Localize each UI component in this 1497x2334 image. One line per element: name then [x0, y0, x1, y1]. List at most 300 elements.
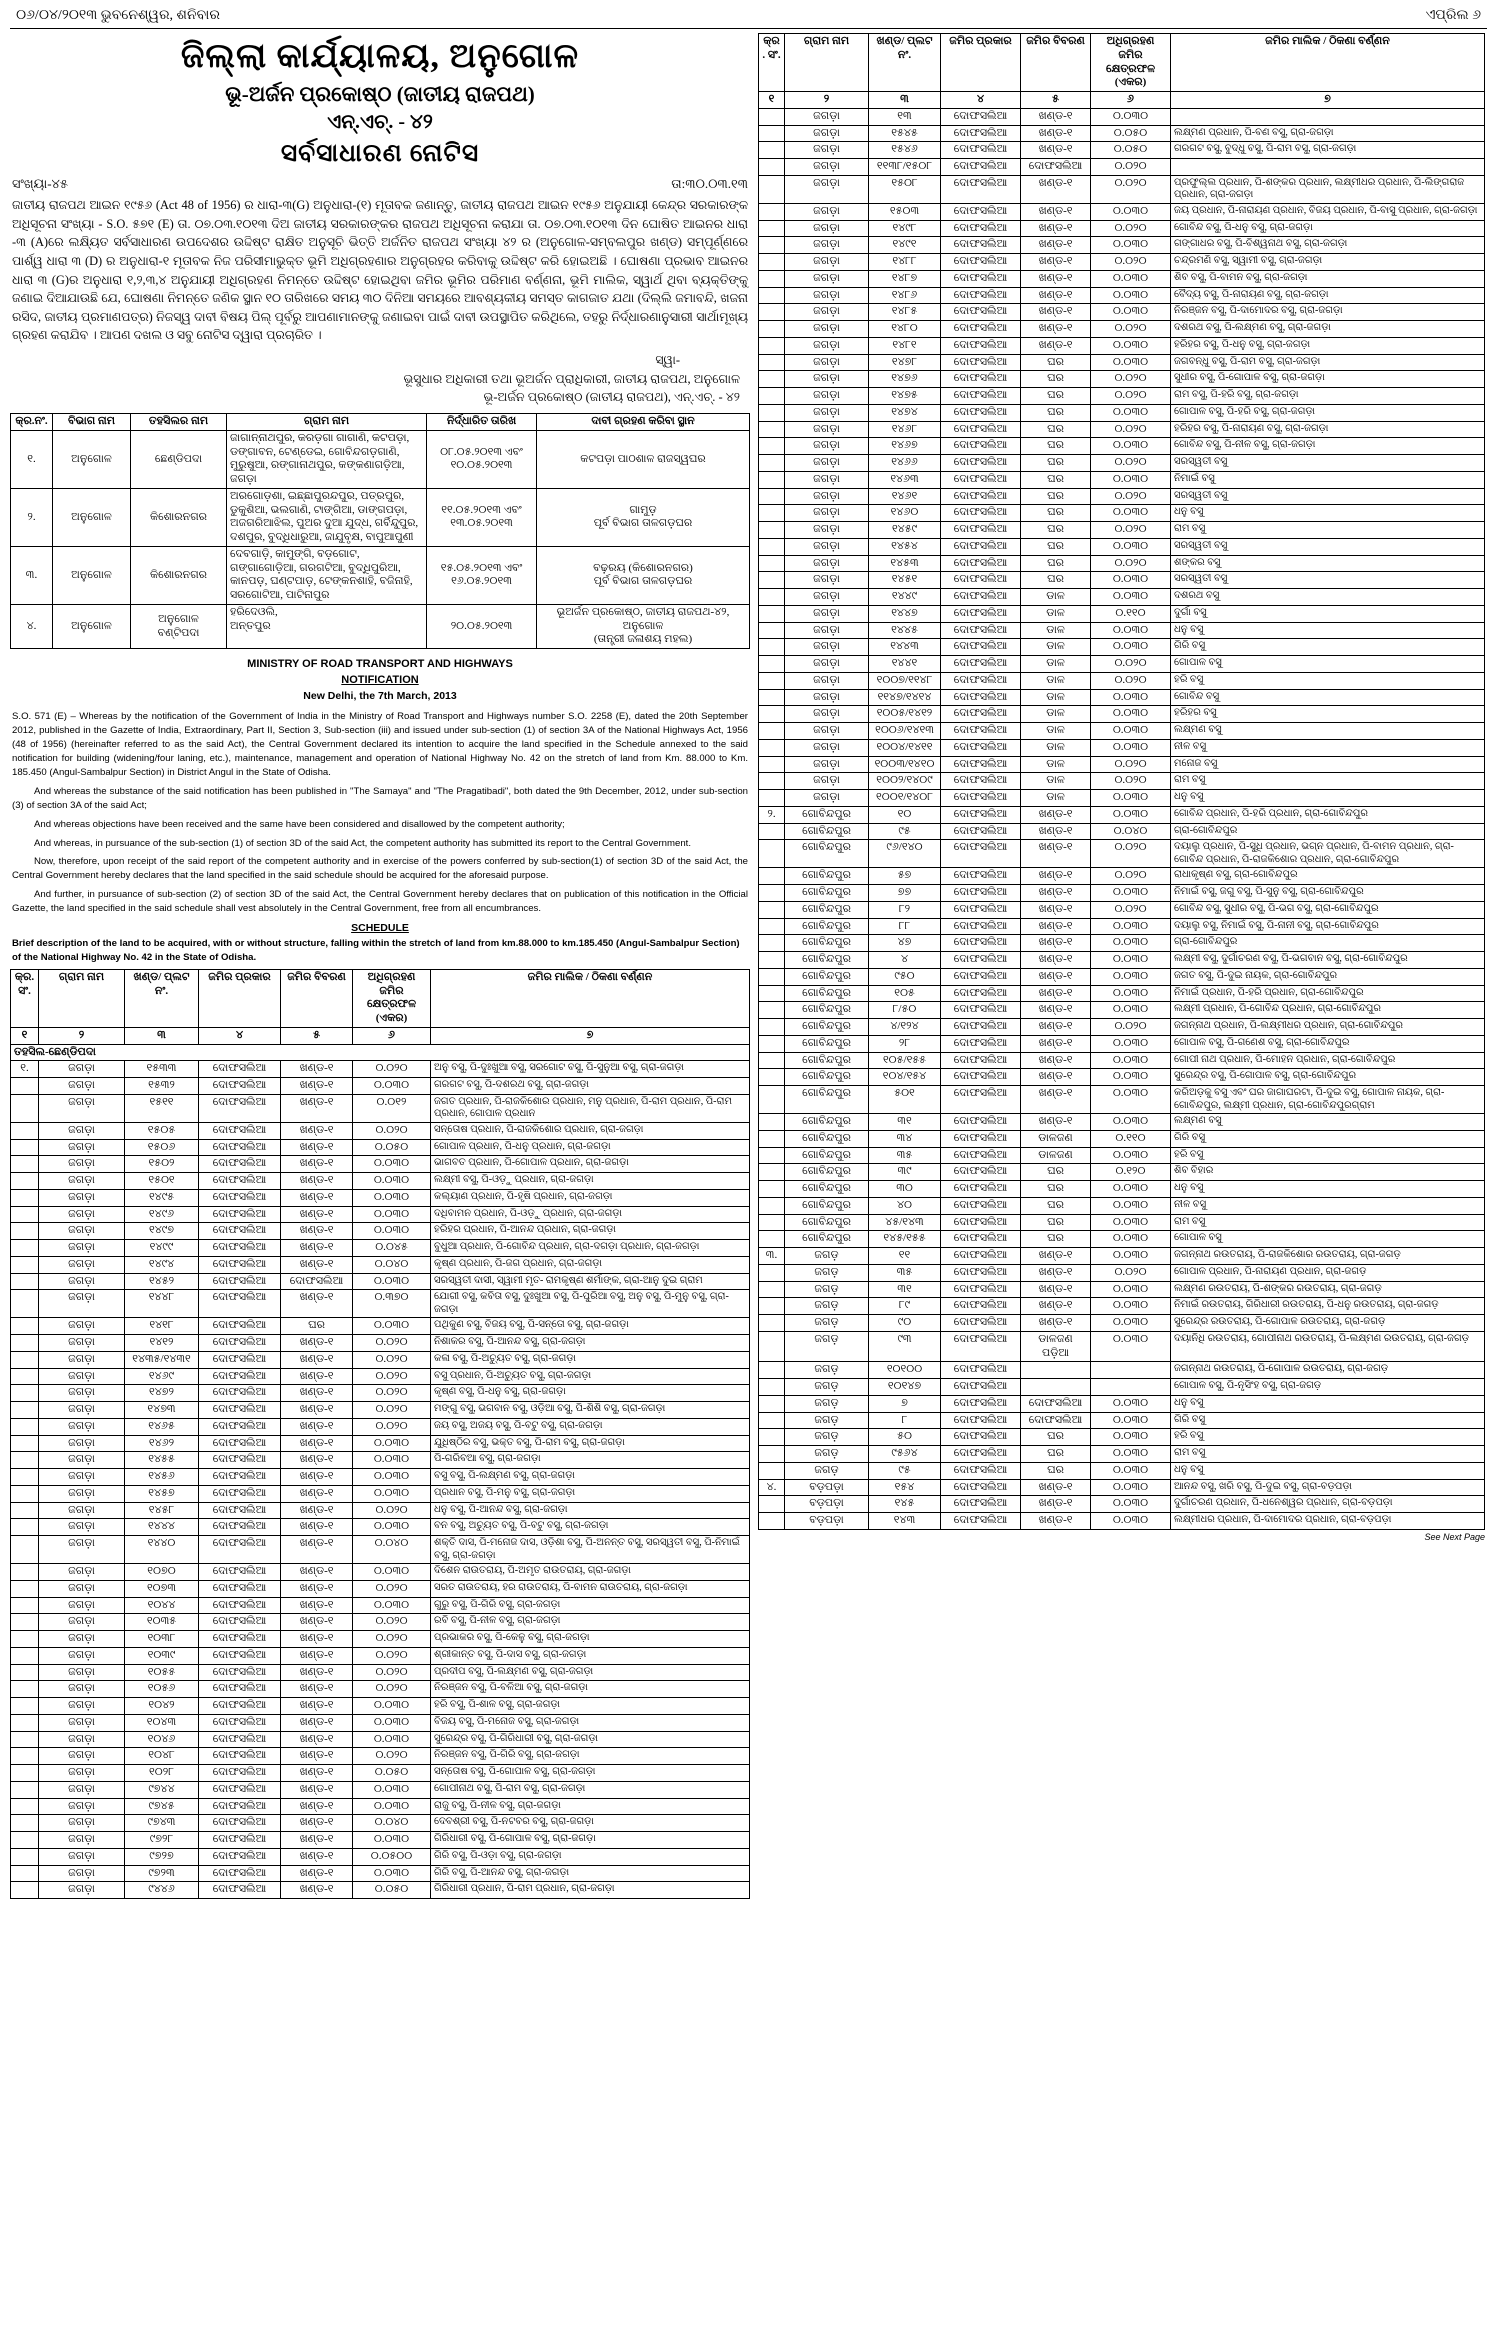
row-sl	[759, 522, 785, 539]
row-land-type: ଦୋଫସଲିଆ	[941, 270, 1021, 287]
row-owner: ରାମ ବସୁ, ପି-ହରି ବସୁ, ଗ୍ରା-ଜଗଡ଼ା	[1171, 388, 1485, 405]
row-land-type: ଦୋଫସଲିଆ	[199, 1681, 281, 1698]
row-land-type: ଦୋଫସଲିଆ	[941, 589, 1021, 606]
table-row	[759, 455, 1485, 472]
row-plot: ୧୪୭୫	[869, 388, 941, 405]
row-area: ୦.୦୩୦	[1091, 1147, 1171, 1164]
row-sl	[759, 1362, 785, 1379]
table-row	[759, 968, 1485, 985]
table-row	[759, 237, 1485, 254]
row-sl	[759, 1214, 785, 1231]
row-plot: ୧୪୪୮	[125, 1290, 199, 1318]
row-land-desc: ଦୋଫସଲିଆ	[1021, 1412, 1091, 1429]
row-area: ୦.୦୩୦	[1091, 337, 1171, 354]
table-row	[11, 1122, 750, 1139]
row-land-desc: ଘର	[1021, 421, 1091, 438]
row-village: ଜଗଡ଼ା	[785, 237, 869, 254]
row-land-type: ଦୋଫସଲିଆ	[941, 1052, 1021, 1069]
row-land-desc: ଖଣ୍ଡ-୧	[281, 1452, 353, 1469]
colnum-6: ୬	[353, 1027, 431, 1044]
row-area: ୦.୦୩୦	[1091, 1181, 1171, 1198]
village-district: ଅନୁଗୋଳ	[53, 430, 131, 488]
row-sl	[759, 723, 785, 740]
row-village: ଜଗଡ଼ା	[39, 1385, 125, 1402]
cell-title: ଭୂ-ଅର୍ଜନ ପ୍ରକୋଷ୍ଠ (ଜାତୀୟ ରାଜପଥ)	[225, 82, 535, 107]
row-land-desc: ଖଣ୍ଡ-୧	[281, 1156, 353, 1173]
row-owner	[1171, 159, 1485, 176]
notice-body: ଜାତୀୟ ରାଜପଥ ଆଇନ ୧୯୫୬ (Act 48 of 1956) ର ଧାରା-୩(G) ଅନୁଧାରା-(୧) ମୂତାବକ ଜଣାନ୍ତୁ, ଜାତୀୟ ରାଜପଥ ଆଇନ ୧୯୫୬ ଅନୁଯାୟୀ କେନ୍ଦ୍ର ସରକାରଙ୍କ ଅଧିସୂଚନା ସଂଖ୍ୟା - S.O. ୫୭୧ (E) ତା. ୦୭.୦୩.୧୦୧୩ ଦିଅ ଜାତୀୟ ସରକାରଙ୍କର ରାଜପଥ ଅଧିସୂଚନା କରାଯା ତା. ୦୭.୦୩.୧୦୧୩ ଦିନ ଘୋଷିତ ଆଇନର ଧାରା -୩ (A)ରେ ଲକ୍ଷ୍ୟିତ ସର୍ବସାଧାରଣ ଉପଦେଶର ଉଦ୍ଦିଷ୍ଟ ରାକ୍ଷିତ ଅନୁସୂଚି ଭିତ୍ତି ଅର୍ଜନିତ ରାଜପଥ ସଂଖ୍ୟା ୪୨ ର (ଅନୁଗୋଳ-ସମ୍ବଲପୁର ଖଣ୍ଡ) ସମ୍ପୂର୍ଣ୍ଣରେ ପାର୍ଶ୍ୱ ଧାରା ୩ (D) ର ଅନୁଧାରା-୧ ମୂତାବକ ନିଜ ପରିସୀମାଭୁକ୍ତ ଭୂମି ଅଧିଗ୍ରହଣାର ଅନୁଗ୍ରହର କରିବାକୁ ଉଦ୍ଦିଷ୍ଟ କରି ହୋଇଅଛି । ଘୋଷଣା ପ୍ରଭାବ ଆଇନର ଧାରା ୩ (G)ର ଅନୁଧାରା ୧,୨,୩,୪ ଅନୁଯାୟୀ ଅଧିଗ୍ରହଣ ନିମନ୍ତେ ଉଦ୍ଦିଷ୍ଟ ହୋଇଥିବା ଜମିର ଭୂମିର ପରିମାଣ ବର୍ଣ୍ଣନା, ଭୂମି ମାଲିକ, ସ୍ୱାର୍ଥ ଥିବା ବ୍ୟକ୍ତିଙ୍କୁ ଜଣାଇ ଦିଆଯାଉଛି ଯେ, ଘୋଷଣା ନିମନ୍ତେ ଜଣିକ ସ୍ଥାନ ୧୦ ତାରିଖରେ ସମୟ ୩୦ ଦିନିଆ ସମୟରେ ଆବଶ୍ୟକୀୟ ସମସ୍ତ କାଗଜାତ ଯଥା (ଦିଲ୍ଲି ଜମାବନ୍ଦି, ଖଜନା ରସିଦ, ଜାତୀୟ ପ୍ରମାଣପତ୍ର) ନିଜସ୍ୱ ଦାବୀ ବିଷୟ ପିଲ୍ ପୂର୍ବରୁ ଆପଣାମାନଙ୍କୁ ଜଣାଇବା ପାଇଁ ଦାବୀ ଉପସ୍ଥାପିତ କରିଥିଲେ, ତହରୁ ନିର୍ଦ୍ଧାରଣାନୁସାରୀ ସାର୍ଥାମୂଖ୍ୟ ଗ୍ରହଣ କରାଯିବ । ଆପଣ ଦଖଲ ଓ ସବୁ ନୋଟିସ ଦ୍ୱାରା ପ୍ରଚାରିତ ।	[12, 198, 748, 343]
row-owner: ହରିହର ପ୍ରଧାନ, ପି-ଆନନ୍ଦ ପ୍ରଧାନ, ଗ୍ରା-ଜଗଡ଼ା	[431, 1223, 750, 1240]
row-sl	[11, 1368, 39, 1385]
row-land-desc: ଖଣ୍ଡ-୧	[281, 1781, 353, 1798]
row-area: ୦.୦୨୦	[353, 1418, 431, 1435]
row-village: ଜଗଡ଼	[785, 1362, 869, 1379]
row-owner: ରାମ ବସୁ	[1171, 1214, 1485, 1231]
table-row	[759, 1331, 1485, 1362]
village-place: କଟପଡ଼ା ପାଠଶାଳ ରାଜସ୍ୱଘର	[537, 430, 750, 488]
village-tahasil: ଛେଣ୍ଡିପଦା	[131, 430, 227, 488]
row-land-type: ଦୋଫସଲିଆ	[941, 605, 1021, 622]
row-owner: ଦଶରଥ ବସୁ, ପି-ଲକ୍ଷ୍ମଣ ବସୁ, ଗ୍ରା-ଜଗଡ଼ା	[1171, 321, 1485, 338]
row-sl	[759, 203, 785, 220]
row-land-type: ଦୋଫସଲିଆ	[199, 1078, 281, 1095]
row-land-type: ଦୋଫସଲିଆ	[941, 354, 1021, 371]
row-owner: ନିରଞ୍ଜନ ବସୁ, ପି-ବଳିଆ ବସୁ, ଗ୍ରା-ଜଗଡ଼ା	[431, 1681, 750, 1698]
row-owner: ସରସ୍ୱତୀ ବସୁ	[1171, 488, 1485, 505]
row-area: ୦.୦୩୦	[353, 1564, 431, 1581]
row-sl: ୪.	[759, 1479, 785, 1496]
row-plot: ୩୯	[869, 1164, 941, 1181]
row-sl	[11, 1597, 39, 1614]
notification-para-4: And whereas, in pursuance of the sub-section (1) of section 3D of the said Act, the competent authority has submitted its report to the Central Government.	[34, 837, 691, 849]
village-place: ବଢ଼ରୟ (କିଶୋରନଗର) ପୂର୍ବ ବିଭାଗ ତାଳଗଡ଼ଘର	[537, 546, 750, 604]
table-row	[759, 790, 1485, 807]
table-row	[11, 1681, 750, 1698]
row-sl	[11, 1078, 39, 1095]
row-owner: ଗୋବିନ୍ଦ ବସୁ	[1171, 689, 1485, 706]
row-plot: ୧୪୫୩	[869, 555, 941, 572]
row-land-desc: ଖଣ୍ଡ-୧	[281, 1731, 353, 1748]
row-land-type: ଦୋଫସଲିଆ	[199, 1206, 281, 1223]
row-village: ଜଗଡ଼ା	[39, 1597, 125, 1614]
row-village: ଗୋବିନ୍ଦପୁର	[785, 885, 869, 902]
row-area: ୦.୦୨୦	[353, 1647, 431, 1664]
row-village: ବଡ଼ପଡ଼ା	[785, 1479, 869, 1496]
row-sl	[11, 1698, 39, 1715]
table-row	[759, 935, 1485, 952]
notice-header	[10, 33, 750, 170]
row-area: ୦.୦୩୦	[353, 1435, 431, 1452]
row-village: ଗୋବିନ୍ଦପୁର	[785, 806, 869, 823]
table-row	[759, 589, 1485, 606]
row-land-desc: ଖଣ୍ଡ-୧	[1021, 287, 1091, 304]
row-owner: ଲକ୍ଷ୍ମୀଧର ପ୍ରଧାନ, ପି-ଦାମୋଦର ପ୍ରଧାନ, ଗ୍ରା-ବଡ଼ପଡ଼ା	[1171, 1513, 1485, 1530]
row-area: ୦.୦୩୦	[1091, 1315, 1171, 1332]
table-row	[759, 985, 1485, 1002]
row-land-type: ଦୋଫସଲିଆ	[941, 1086, 1021, 1114]
row-land-type: ଦୋଫସଲିଆ	[941, 203, 1021, 220]
table-row	[759, 1362, 1485, 1379]
row-sl	[759, 656, 785, 673]
th-district: ବିଭାଗ ନାମ	[53, 414, 131, 431]
row-land-type: ଦୋଫସଲିଆ	[199, 1781, 281, 1798]
row-plot: ୧୪୯୯	[125, 1240, 199, 1257]
row-village: ଗୋବିନ୍ଦପୁର	[785, 823, 869, 840]
row-plot: ୯୭୨୭	[125, 1848, 199, 1865]
row-owner: ପ୍ରଭାକର ବସୁ, ପି-କେଳୁ ବସୁ, ଗ୍ରା-ଜଗଡ଼ା	[431, 1631, 750, 1648]
row-plot: ୧୦୧୪୭	[869, 1379, 941, 1396]
row-area: ୦.୦୨୦	[1091, 756, 1171, 773]
row-owner: ଦୟାଲୁ ପ୍ରଧାନ, ପି-ସୁଧି ପ୍ରଧାନ, ଭଗ୍ନ ପ୍ରଧାନ, ପି-ବାମନ ପ୍ରଧାନ, ଗ୍ରା-ଗୋବିନ୍ଦ ପ୍ରଧାନ, ପି-ରାଜକିଶୋର ପ୍ରଧାନ, ଗ୍ରା-ଗୋବିନ୍ଦପୁର	[1171, 840, 1485, 868]
row-plot: ୧୧୪୭/୧୪୧୪	[869, 689, 941, 706]
row-plot: ୩୫	[869, 1264, 941, 1281]
row-village: ଜଗଡ଼ା	[785, 790, 869, 807]
row-owner: ନିମାଇଁ ବସୁ, ଜଗୁ ବସୁ, ପି-ସୁନୁ ବସୁ, ଗ୍ରା-ଗୋବିନ୍ଦପୁର	[1171, 885, 1485, 902]
row-sl	[759, 918, 785, 935]
row-village: ଜଗଡ଼ା	[39, 1189, 125, 1206]
row-plot: ୭୭	[869, 885, 941, 902]
table-row	[759, 337, 1485, 354]
row-sl	[11, 1564, 39, 1581]
row-land-type: ଦୋଫସଲିଆ	[199, 1122, 281, 1139]
row-plot: ୧୪୯୭	[125, 1223, 199, 1240]
row-sl	[759, 337, 785, 354]
row-plot: ୧୦୫୬	[125, 1681, 199, 1698]
colnum-5: ୫	[1021, 92, 1091, 109]
row-land-type: ଦୋଫସଲିଆ	[941, 1197, 1021, 1214]
row-land-type: ଦୋଫସଲିଆ	[199, 1435, 281, 1452]
row-village: ଜଗଡ଼ା	[785, 254, 869, 271]
row-village: ଜଗଡ଼ା	[39, 1418, 125, 1435]
row-village: ଜଗଡ଼ା	[785, 572, 869, 589]
row-plot: ୯୭୨୮	[125, 1832, 199, 1849]
table-row	[759, 656, 1485, 673]
row-area: ୦.୦୨୦	[1091, 555, 1171, 572]
row-land-desc: ଘର	[1021, 371, 1091, 388]
table-row	[759, 488, 1485, 505]
row-area: ୦.୦୨୦	[1091, 371, 1171, 388]
th-area: ଅଧିଗ୍ରହଣ ଜମିର କ୍ଷେତ୍ରଫଳ (ଏକର)	[1091, 34, 1171, 92]
row-owner: ଧନୁ ବସୁ	[1171, 1181, 1485, 1198]
row-land-desc: ଘର	[1021, 1181, 1091, 1198]
row-sl	[759, 868, 785, 885]
colnum-7: ୭	[1171, 92, 1485, 109]
row-plot: ୮୮	[869, 918, 941, 935]
row-plot: ୧୪୫୯	[869, 522, 941, 539]
row-village: ଗୋବିନ୍ଦପୁର	[785, 935, 869, 952]
row-plot: ୧୫୦୩	[869, 203, 941, 220]
row-village: ଗୋବିନ୍ଦପୁର	[785, 1231, 869, 1248]
row-land-desc: ଖଣ୍ଡ-୧	[1021, 840, 1091, 868]
table-row	[11, 1781, 750, 1798]
row-village: ଜଗଡ଼	[785, 1462, 869, 1479]
row-plot: ୯୭୨୩	[125, 1865, 199, 1882]
row-village: ଜଗଡ଼ା	[785, 337, 869, 354]
table-row	[11, 1206, 750, 1223]
row-land-type: ଦୋଫସଲିଆ	[199, 1848, 281, 1865]
row-sl	[759, 304, 785, 321]
row-land-type: ଦୋଫସଲିଆ	[941, 622, 1021, 639]
row-village: ଗୋବିନ୍ଦପୁର	[785, 1147, 869, 1164]
table-row	[759, 108, 1485, 125]
row-plot: ୧୦୦୪/୧୪୧୧	[869, 739, 941, 756]
table-row	[759, 1114, 1485, 1131]
row-land-desc: ଖଣ୍ଡ-୧	[1021, 108, 1091, 125]
row-sl	[759, 1181, 785, 1198]
row-plot: ୧୪୫୮	[125, 1502, 199, 1519]
row-land-desc: ଘର	[1021, 522, 1091, 539]
row-plot: ୧୪୬୬	[869, 455, 941, 472]
row-land-desc: ଘର	[1021, 1214, 1091, 1231]
row-plot: ୧୪୬୦	[869, 505, 941, 522]
row-land-type: ଦୋଫସଲିଆ	[199, 1698, 281, 1715]
row-land-type: ଦୋଫସଲିଆ	[941, 739, 1021, 756]
row-plot: ୪୦	[869, 1197, 941, 1214]
row-owner: କଲ୍ୟାଣ ପ୍ରଧାନ, ପି-ହୃଷି ପ୍ରଧାନ, ଗ୍ରା-ଜଗଡ଼ା	[431, 1189, 750, 1206]
row-owner: କଳା ବସୁ, ପି-ଅଚ୍ୟୁତ ବସୁ, ଗ୍ରା-ଜଗଡ଼ା	[431, 1351, 750, 1368]
table-row	[11, 1614, 750, 1631]
row-land-desc: ଖଣ୍ଡ-୧	[281, 1815, 353, 1832]
schedule-colnum-row-right	[759, 92, 1485, 109]
row-plot: ୯୫	[869, 823, 941, 840]
row-owner: ଦିଶେନ ରାଉତରାୟ, ପି-ଅମୃତ ରାଉତରାୟ, ଗ୍ରା-ଜଗଡ଼ା	[431, 1564, 750, 1581]
table-row	[759, 885, 1485, 902]
table-row	[11, 1519, 750, 1536]
row-owner: ପଥିକୁଣ ବସୁ, ବିଜୟ ବସୁ, ପି-ସନ୍ତୋ ବସୁ, ଗ୍ରା-ଜଗଡ଼ା	[431, 1318, 750, 1335]
row-land-desc: ଡାଳ	[1021, 589, 1091, 606]
row-plot: ୧୪୫୪	[869, 538, 941, 555]
row-village: ଗୋବିନ୍ଦପୁର	[785, 1052, 869, 1069]
table-row	[11, 1418, 750, 1435]
row-plot: ୧୦୪୩	[125, 1714, 199, 1731]
row-owner: ଗୋବିନ୍ଦ ପ୍ରଧାନ, ପି-ହରି ପ୍ରଧାନ, ଗ୍ରା-ଗୋବିନ୍ଦପୁର	[1171, 806, 1485, 823]
row-sl	[759, 572, 785, 589]
row-sl	[759, 471, 785, 488]
row-area: ୦.୦୩୦	[353, 1865, 431, 1882]
table-row	[759, 1298, 1485, 1315]
row-land-desc: ଖଣ୍ଡ-୧	[281, 1848, 353, 1865]
row-sl	[759, 354, 785, 371]
table-row	[759, 952, 1485, 969]
row-area: ୦.୦୩୦	[1091, 1298, 1171, 1315]
row-owner: ରାମ ବସୁ	[1171, 522, 1485, 539]
colnum-3: ୩	[125, 1027, 199, 1044]
row-plot: ୭	[869, 1395, 941, 1412]
row-area: ୦.୦୩୦	[353, 1731, 431, 1748]
row-land-type: ଦୋଫସଲିଆ	[941, 1214, 1021, 1231]
row-land-type: ଦୋଫସଲିଆ	[199, 1156, 281, 1173]
row-village: ଗୋବିନ୍ଦପୁର	[785, 901, 869, 918]
row-plot: ୧୪୪୧	[869, 656, 941, 673]
row-land-desc: ଖଣ୍ଡ-୧	[1021, 1019, 1091, 1036]
row-owner: ଦୟାନିଧି ରଉତରାୟ, ଗୋପୀନାଥ ରଉତରାୟ, ପି-ଲକ୍ଷ୍ମଣ ରଉତରାୟ, ଗ୍ରା-ଜଗଡ଼	[1171, 1331, 1485, 1362]
row-area: ୦.୦୩୦	[1091, 505, 1171, 522]
row-area: ୦.୦୫୦୦	[353, 1848, 431, 1865]
table-row	[759, 1164, 1485, 1181]
row-village: ଜଗଡ଼ା	[785, 605, 869, 622]
row-land-type: ଦୋଫସଲିଆ	[199, 1173, 281, 1190]
row-land-desc: ଖଣ୍ଡ-୧	[281, 1435, 353, 1452]
row-area: ୦.୦୨୦	[353, 1368, 431, 1385]
row-village: ଗୋବିନ୍ଦପୁର	[785, 985, 869, 1002]
row-sl	[759, 1035, 785, 1052]
table-row	[759, 421, 1485, 438]
ministry-name: MINISTRY OF ROAD TRANSPORT AND HIGHWAYS	[247, 658, 513, 671]
table-row	[11, 1664, 750, 1681]
row-area: ୦.୦୩୦	[1091, 287, 1171, 304]
row-land-desc: ଖଣ୍ଡ-୧	[281, 1240, 353, 1257]
row-plot: ୧୦୦୫/୧୪୧୨	[869, 706, 941, 723]
row-village: ଜଗଡ଼ା	[785, 538, 869, 555]
row-village: ଜଗଡ଼ା	[785, 723, 869, 740]
row-owner: ନିମାଇଁ ରଉତରାୟ, ଗିରିଧାରୀ ରଉତରାୟ, ପି-ଧନୁ ରଉତରାୟ, ଗ୍ରା-ଜଗଡ଼	[1171, 1298, 1485, 1315]
row-area: ୦.୦୨୦	[353, 1385, 431, 1402]
row-owner: ଜଗବନ୍ଧୁ ବସୁ, ପି-ରାମ ବସୁ, ଗ୍ରା-ଜଗଡ଼ା	[1171, 354, 1485, 371]
row-area: ୦.୦୩୦	[1091, 237, 1171, 254]
row-area: ୦.୦୧୨	[353, 1094, 431, 1122]
row-land-desc: ଖଣ୍ଡ-୧	[281, 1173, 353, 1190]
row-plot: ୧୪୫୫	[125, 1452, 199, 1469]
village-tahasil: ଅନୁଗୋଳ ବଣ୍ଟିପଦା	[131, 604, 227, 648]
row-village: ଜଗଡ଼ା	[785, 108, 869, 125]
row-land-type: ଦୋଫସଲିଆ	[941, 823, 1021, 840]
row-area: ୦.୦୪୫	[353, 1240, 431, 1257]
row-owner: ଚନ୍ଦ୍ରମଣି ବସୁ, ସ୍ୱାମୀ ବସୁ, ଗ୍ରା-ଜଗଡ଼ା	[1171, 254, 1485, 271]
row-village: ଜଗଡ଼ା	[39, 1173, 125, 1190]
row-area: ୦.୦୨୦	[1091, 1264, 1171, 1281]
table-row	[759, 918, 1485, 935]
table-row	[759, 270, 1485, 287]
row-village: ଜଗଡ଼ା	[39, 1698, 125, 1715]
row-sl	[759, 1197, 785, 1214]
row-sl	[759, 1086, 785, 1114]
table-row	[11, 1714, 750, 1731]
row-owner: ବିଜୟ ବସୁ, ପି-ମନୋଜ ବସୁ, ଗ୍ରା-ଜଗଡ଼ା	[431, 1714, 750, 1731]
row-village: ଜଗଡ଼ା	[39, 1335, 125, 1352]
row-village: ଜଗଡ଼ା	[785, 421, 869, 438]
row-plot: ୧୫୦୧	[125, 1173, 199, 1190]
row-plot: ୧୦୪୬	[125, 1731, 199, 1748]
row-area: ୦.୦୩୦	[1091, 1035, 1171, 1052]
row-area: ୦.୦୨୦	[1091, 901, 1171, 918]
row-land-type: ଦୋଫସଲିଆ	[941, 1362, 1021, 1379]
row-sl	[759, 1281, 785, 1298]
row-area: ୦.୦୩୦	[1091, 723, 1171, 740]
row-land-desc: ଘର	[281, 1318, 353, 1335]
reference-line	[12, 176, 748, 192]
row-plot: ୧୦୩୯	[125, 1647, 199, 1664]
village-place: ଭୂଅର୍ଜନ ପ୍ରକୋଷ୍ଠ, ଜାତୀୟ ରାଜପଥ-୪୨, ଅନୁଗୋଳ (ତାନ୍ତ୍ରୀ ଜଳାଶୟ ମହଲ)	[537, 604, 750, 648]
table-row	[759, 438, 1485, 455]
row-sl	[759, 589, 785, 606]
row-land-desc: ଖଣ୍ଡ-୧	[1021, 1086, 1091, 1114]
row-sl	[759, 823, 785, 840]
row-sl	[759, 142, 785, 159]
row-owner: ଲକ୍ଷ୍ମୀ ପ୍ରଧାନ, ପି-ଗୋବିନ୍ଦ ପ୍ରଧାନ, ଗ୍ରା-ଗୋବିନ୍ଦପୁର	[1171, 1002, 1485, 1019]
row-land-type: ଦୋଫସଲିଆ	[941, 404, 1021, 421]
row-land-type: ଦୋଫସଲିଆ	[941, 572, 1021, 589]
table-row	[759, 220, 1485, 237]
table-row	[11, 1698, 750, 1715]
row-plot: ୧୦୭୩	[125, 1580, 199, 1597]
row-owner: ଲକ୍ଷ୍ମଣ ବସୁ	[1171, 723, 1485, 740]
row-area: ୦.୦୪୦	[353, 1536, 431, 1564]
row-sl	[11, 1714, 39, 1731]
row-land-type: ଦୋଫସଲିଆ	[941, 790, 1021, 807]
row-owner: କୃଷ୍ଣ ପ୍ରଧାନ, ପି-ଜଗ ପ୍ରଧାନ, ଗ୍ରା-ଜଗଡ଼ା	[431, 1256, 750, 1273]
table-row	[759, 1395, 1485, 1412]
row-area: ୦.୦୩୦	[353, 1223, 431, 1240]
table-row	[759, 1002, 1485, 1019]
row-land-desc: ଖଣ୍ଡ-୧	[1021, 901, 1091, 918]
row-land-desc: ଖଣ୍ଡ-୧	[1021, 142, 1091, 159]
row-village: ଜଗଡ଼ା	[39, 1078, 125, 1095]
row-plot: ୧୪୪୫	[869, 622, 941, 639]
row-land-desc: ଖଣ୍ଡ-୧	[1021, 270, 1091, 287]
th-sl: କ୍ର. ସଂ.	[11, 969, 39, 1027]
row-land-desc: ଖଣ୍ଡ-୧	[281, 1469, 353, 1486]
village-names: ଦେବଗାଡ଼ି, କାମୁଙ୍ଗି, ବଡ଼ଗୋଟ, ଗଙ୍ଗାଗୋଡ଼ିଆ, ଗରଗଟିଆ, ବୁଦ୍ଧିପୁରିଆ, କାନପଡ଼, ଘଣ୍ଟପାଡ଼, ଟେଙ୍କନଶାହି, ବଜିନାହି, ସରଗୋଟିଆ, ପାଟିନାପୁର	[227, 546, 427, 604]
row-land-type: ଦୋଫସଲିଆ	[941, 672, 1021, 689]
row-land-type: ଦୋଫସଲିଆ	[199, 1798, 281, 1815]
row-owner: ରବି ବସୁ, ପି-ନୀଳ ବସୁ, ଗ୍ରା-ଜଗଡ଼ା	[431, 1614, 750, 1631]
row-land-desc: ଡାଳ	[1021, 656, 1091, 673]
row-land-type: ଦୋଫସଲିଆ	[941, 840, 1021, 868]
row-owner: ଧନୁ ବସୁ, ପି-ଆନନ୍ଦ ବସୁ, ଗ୍ରା-ଜଗଡ଼ା	[431, 1502, 750, 1519]
row-land-desc: ଖଣ୍ଡ-୧	[1021, 304, 1091, 321]
row-village: ଜଗଡ଼ା	[39, 1206, 125, 1223]
row-area: ୦.୦୪୦	[353, 1815, 431, 1832]
row-land-type: ଦୋଫସଲିଆ	[941, 108, 1021, 125]
row-area: ୦.୦୩୦	[1091, 918, 1171, 935]
row-village: ଜଗଡ଼ା	[785, 220, 869, 237]
row-village: ଜଗଡ଼ା	[785, 773, 869, 790]
row-plot: ୧୫୦୨	[125, 1156, 199, 1173]
row-village: ଗୋବିନ୍ଦପୁର	[785, 1214, 869, 1231]
row-village: ଜଗଡ଼ା	[39, 1714, 125, 1731]
table-row	[11, 1156, 750, 1173]
signature-designation-1: ଭୂସୁଧାର ଅଧିକାରୀ ତଥା ଭୂଅର୍ଜନ ପ୍ରାଧିକାରୀ, ଜାତୀୟ ରାଜପଥ, ଅନୁଗୋଳ	[403, 371, 740, 386]
row-sl	[759, 287, 785, 304]
row-sl	[759, 1069, 785, 1086]
row-area: ୦.୦୩୦	[1091, 270, 1171, 287]
row-land-desc: ଖଣ୍ଡ-୧	[1021, 203, 1091, 220]
row-village: ବଡ଼ପଡ଼ା	[785, 1513, 869, 1530]
colnum-1: ୧	[11, 1027, 39, 1044]
table-row	[759, 840, 1485, 868]
table-row	[759, 622, 1485, 639]
colnum-5: ୫	[281, 1027, 353, 1044]
row-land-desc: ଖଣ୍ଡ-୧	[1021, 1114, 1091, 1131]
row-owner: ଦେବଶ୍ରୀ ବସୁ, ପି-ନଟବର ବସୁ, ଗ୍ରା-ଜଗଡ଼ା	[431, 1815, 750, 1832]
row-sl	[759, 1462, 785, 1479]
row-area: ୦.୦୩୦	[1091, 589, 1171, 606]
row-land-type: ଦୋଫସଲିଆ	[941, 1002, 1021, 1019]
row-plot: ୧୪୯୧	[869, 237, 941, 254]
row-area: ୦.୦୩୦	[1091, 1446, 1171, 1463]
table-row	[759, 1197, 1485, 1214]
notification-para-1: S.O. 571 (E) – Whereas by the notification of the Government of India in the Ministry of Road Transport and Highways number S.O. 2258 (E), dated the 20th September 2012, published in the Gazette of India, Extraordinary, Part II, Section 3, Sub-section (iii) and issued under sub-section (1) of section 3A of the National Highways Act, 1956 (48 of 1956) (hereinafter referred to as the said Act), the Central Government declared its intention to acquire the land specified in the Schedule annexed to the said notification for building (widening/four laning, etc.), maintenance, management and operation of National Highway No. 42 on the stretch of land from Km. 88.000 to Km. 185.450 (Angul-Sambalpur Section) in District Angul in the State of Odisha.	[12, 711, 748, 778]
row-area: ୦.୦୨୦	[1091, 522, 1171, 539]
row-area: ୦.୦୫୦	[1091, 125, 1171, 142]
row-owner: ନୀଳ ବସୁ	[1171, 1197, 1485, 1214]
row-village: ଗୋବିନ୍ଦପୁର	[785, 1035, 869, 1052]
row-plot: ୯୭୪୫	[125, 1798, 199, 1815]
schedule-right-body	[759, 108, 1485, 1529]
left-column	[10, 33, 750, 1899]
table-row	[11, 1351, 750, 1368]
row-village: ଜଗଡ଼ା	[39, 1815, 125, 1832]
